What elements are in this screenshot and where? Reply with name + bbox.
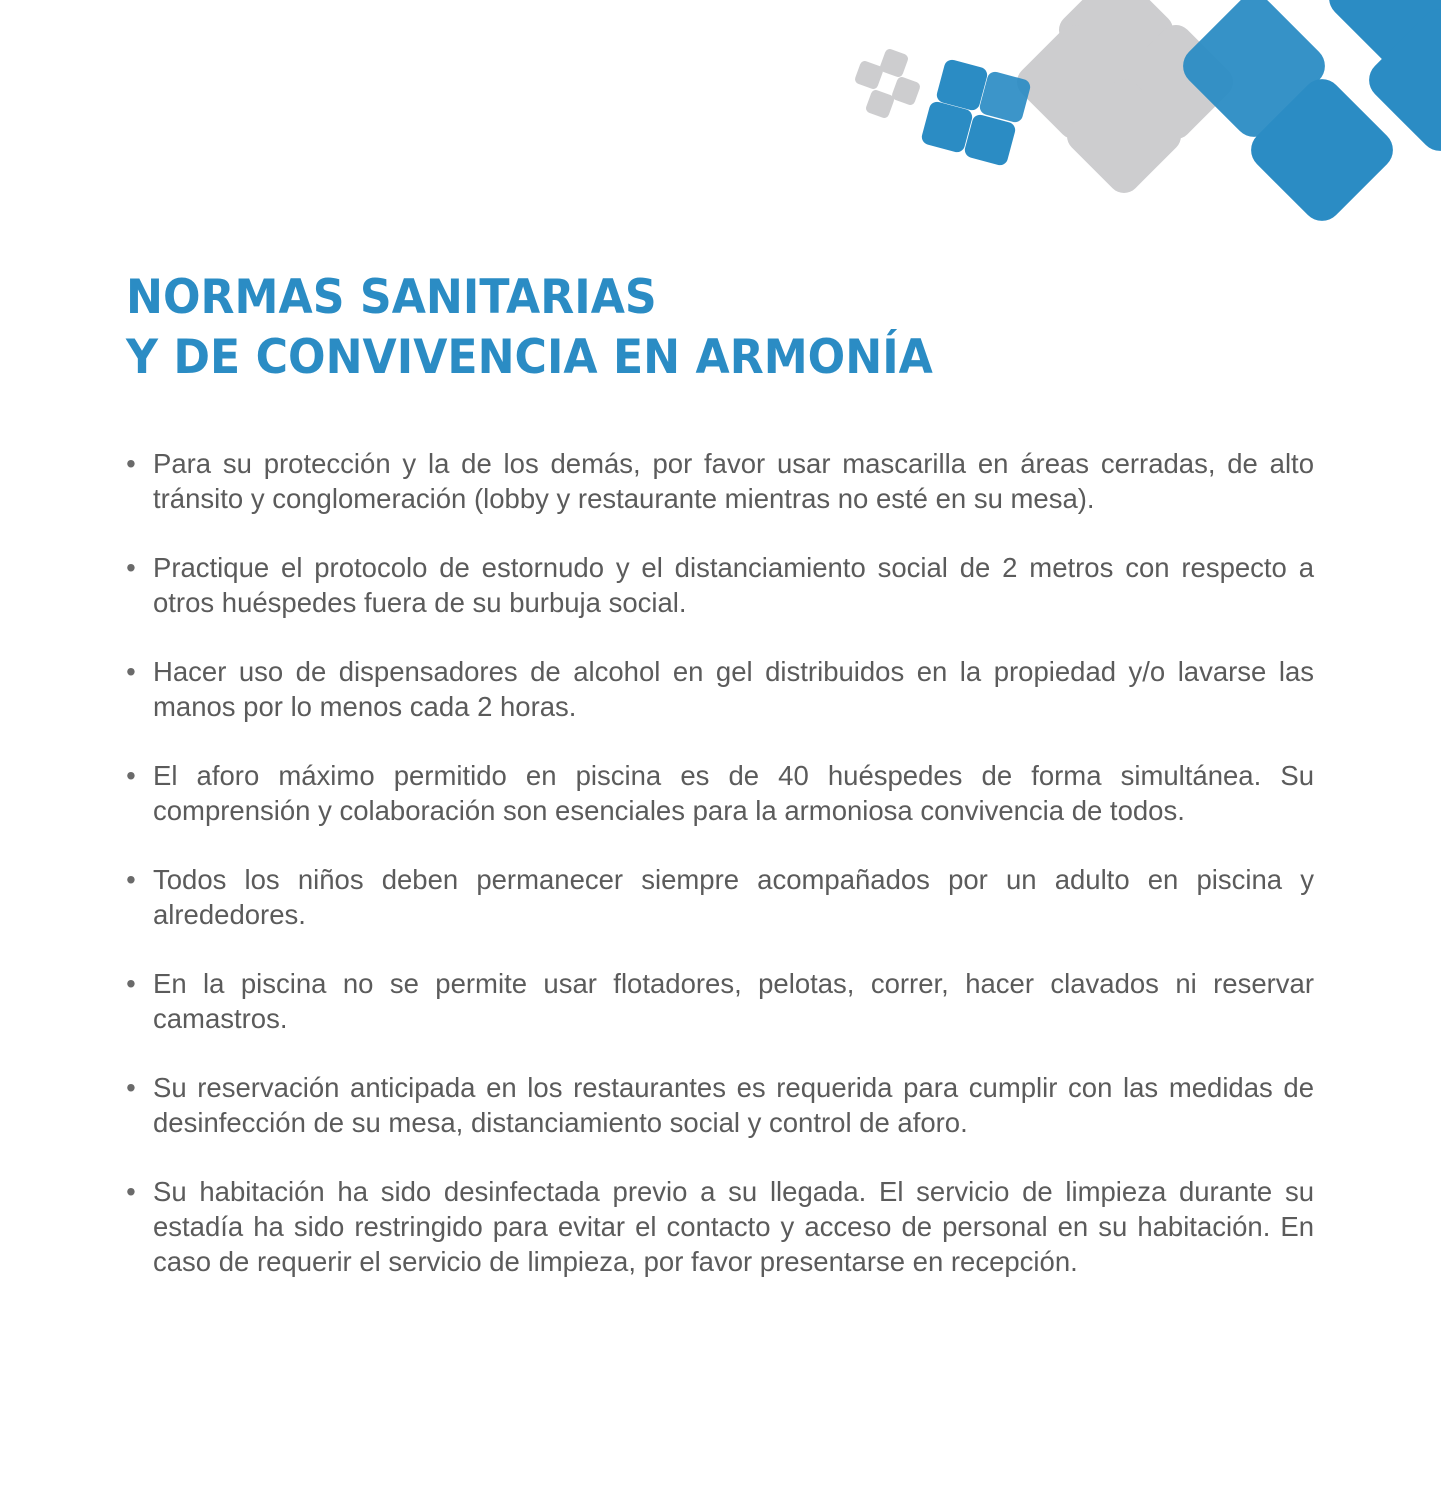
- rule-item: [126, 966, 1314, 1036]
- rule-text: En la piscina no se permite usar flotadores, pelotas, correr, hacer clavados ni reservar camastros.: [153, 968, 1314, 1034]
- decorative-tile-pattern: [0, 0, 1441, 260]
- bullet-icon: •: [126, 552, 136, 583]
- page-title: [126, 268, 933, 388]
- rule-item: [126, 550, 1314, 620]
- rule-text: Hacer uso de dispensadores de alcohol en gel distribuidos en la propiedad y/o lavarse las manos por lo menos cada 2 horas.: [153, 656, 1314, 722]
- rule-text: Para su protección y la de los demás, por favor usar mascarilla en áreas cerradas, de alto tránsito y conglomeración (lobby y restaurante mientras no esté en su mesa).: [153, 448, 1314, 514]
- rules-list: [126, 446, 1314, 1313]
- bullet-icon: •: [126, 656, 136, 687]
- bullet-icon: •: [126, 864, 136, 895]
- rule-item: [126, 1174, 1314, 1279]
- bullet-icon: •: [126, 1072, 136, 1103]
- small-blue-tile-cluster: [920, 58, 1032, 167]
- large-blue-tile-cluster: [1175, 0, 1441, 229]
- rule-text: Su habitación ha sido desinfectada previo a su llegada. El servicio de limpieza durante su estadía ha sido restringido para evitar el contacto y acceso de personal en su habitación. En caso de requerir el servicio de limpieza, por favor presentarse en recepción.: [153, 1176, 1314, 1277]
- rule-item: [126, 862, 1314, 932]
- bullet-icon: •: [126, 1176, 136, 1207]
- small-gray-tile-cluster: [854, 48, 922, 120]
- title-line-1: NORMAS SANITARIAS: [126, 270, 657, 325]
- bullet-icon: •: [126, 760, 136, 791]
- rule-item: [126, 1070, 1314, 1140]
- large-gray-tile-cluster: [1010, 0, 1239, 200]
- rule-text: Su reservación anticipada en los restaurantes es requerida para cumplir con las medidas de desinfección de su mesa, distanciamiento social y control de aforo.: [153, 1072, 1314, 1138]
- rule-text: El aforo máximo permitido en piscina es de 40 huéspedes de forma simultánea. Su comprensión y colaboración son esenciales para la armoniosa convivencia de todos.: [153, 760, 1314, 826]
- title-line-2: Y DE CONVIVENCIA EN ARMONÍA: [126, 330, 933, 385]
- rule-text: Practique el protocolo de estornudo y el distanciamiento social de 2 metros con respecto a otros huéspedes fuera de su burbuja social.: [153, 552, 1314, 618]
- rule-item: [126, 758, 1314, 828]
- rule-item: [126, 654, 1314, 724]
- rule-text: Todos los niños deben permanecer siempre acompañados por un adulto en piscina y alrededores.: [153, 864, 1314, 930]
- bullet-icon: •: [126, 968, 136, 999]
- bullet-icon: •: [126, 448, 136, 479]
- rule-item: [126, 446, 1314, 516]
